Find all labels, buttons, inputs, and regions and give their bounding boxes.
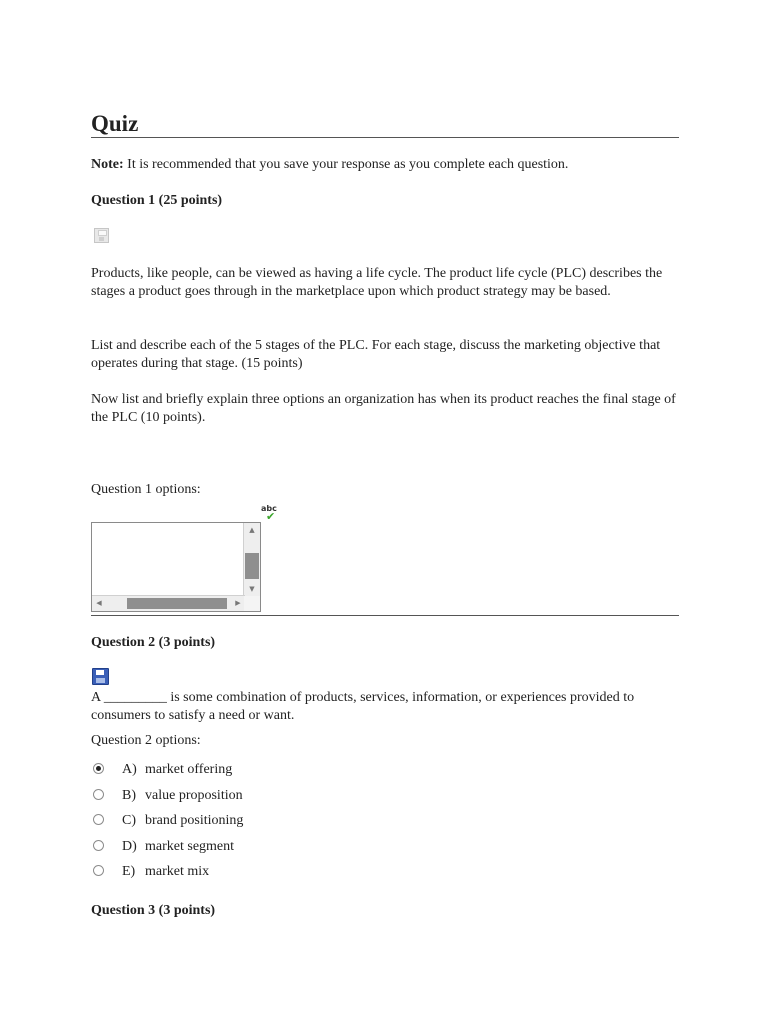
option-letter: B) bbox=[122, 788, 136, 803]
question2-prompt: A _________ is some combination of products, services, information, or experiences provided to consumers to satisfy a need or want. bbox=[91, 690, 635, 723]
question2-options-label: Question 2 options: bbox=[91, 733, 201, 748]
option-b[interactable] bbox=[91, 787, 391, 807]
vertical-scrollbar[interactable] bbox=[243, 523, 260, 596]
note-label: Note: bbox=[91, 157, 124, 172]
radio-button[interactable] bbox=[93, 865, 104, 876]
question1-options-label: Question 1 options: bbox=[91, 482, 201, 497]
option-e[interactable] bbox=[91, 863, 391, 883]
question1-paragraph2: List and describe each of the 5 stages of the PLC. For each stage, discuss the marketing objective that operates during that stage. (15 points) bbox=[91, 338, 661, 371]
vertical-scroll-thumb[interactable] bbox=[245, 553, 259, 579]
radio-button[interactable] bbox=[93, 789, 104, 800]
question1-paragraph1: Products, like people, can be viewed as having a life cycle. The product life cycle (PLC) describes the stages a product goes through in the marketplace upon which product strategy may be based. bbox=[91, 266, 663, 299]
option-text: market mix bbox=[145, 864, 210, 879]
horizontal-scroll-thumb[interactable] bbox=[127, 598, 227, 609]
radio-button-selected[interactable] bbox=[93, 763, 104, 774]
radio-button[interactable] bbox=[93, 814, 104, 825]
option-text: value proposition bbox=[145, 788, 243, 803]
scroll-down-icon[interactable]: ▼ bbox=[249, 585, 255, 593]
question1-heading: Question 1 (25 points) bbox=[91, 193, 223, 208]
option-c[interactable] bbox=[91, 812, 391, 832]
option-a[interactable] bbox=[91, 761, 391, 781]
question3-heading: Question 3 (3 points) bbox=[91, 903, 216, 918]
question1-paragraph3: Now list and briefly explain three options an organization has when its product reaches the final stage of the PLC (10 points). bbox=[91, 392, 676, 425]
question-divider bbox=[91, 615, 679, 616]
scroll-right-icon[interactable]: ▶ bbox=[235, 599, 241, 607]
option-text: market offering bbox=[145, 762, 233, 777]
option-letter: A) bbox=[122, 762, 137, 777]
scroll-left-icon[interactable]: ◀ bbox=[96, 599, 102, 607]
option-text: market segment bbox=[145, 839, 235, 854]
question2-heading: Question 2 (3 points) bbox=[91, 635, 216, 650]
save-icon[interactable] bbox=[92, 668, 109, 685]
scroll-corner bbox=[244, 596, 260, 611]
save-icon[interactable] bbox=[94, 228, 109, 243]
option-letter: E) bbox=[122, 864, 136, 879]
option-d[interactable] bbox=[91, 838, 391, 858]
scroll-up-icon[interactable]: ▲ bbox=[249, 526, 255, 534]
page-title: Quiz bbox=[91, 111, 139, 136]
horizontal-scrollbar[interactable] bbox=[92, 595, 245, 611]
radio-button[interactable] bbox=[93, 840, 104, 851]
spellcheck-icon[interactable] bbox=[261, 505, 279, 523]
option-letter: D) bbox=[122, 839, 137, 854]
title-divider bbox=[91, 137, 679, 138]
note-text: It is recommended that you save your response as you complete each question. bbox=[123, 157, 569, 172]
option-letter: C) bbox=[122, 813, 136, 828]
check-icon: ✔ bbox=[266, 510, 276, 523]
note bbox=[91, 156, 679, 174]
spellcheck-label: abc bbox=[261, 504, 277, 513]
question1-answer-field[interactable] bbox=[91, 522, 261, 612]
option-text: brand positioning bbox=[145, 813, 244, 828]
